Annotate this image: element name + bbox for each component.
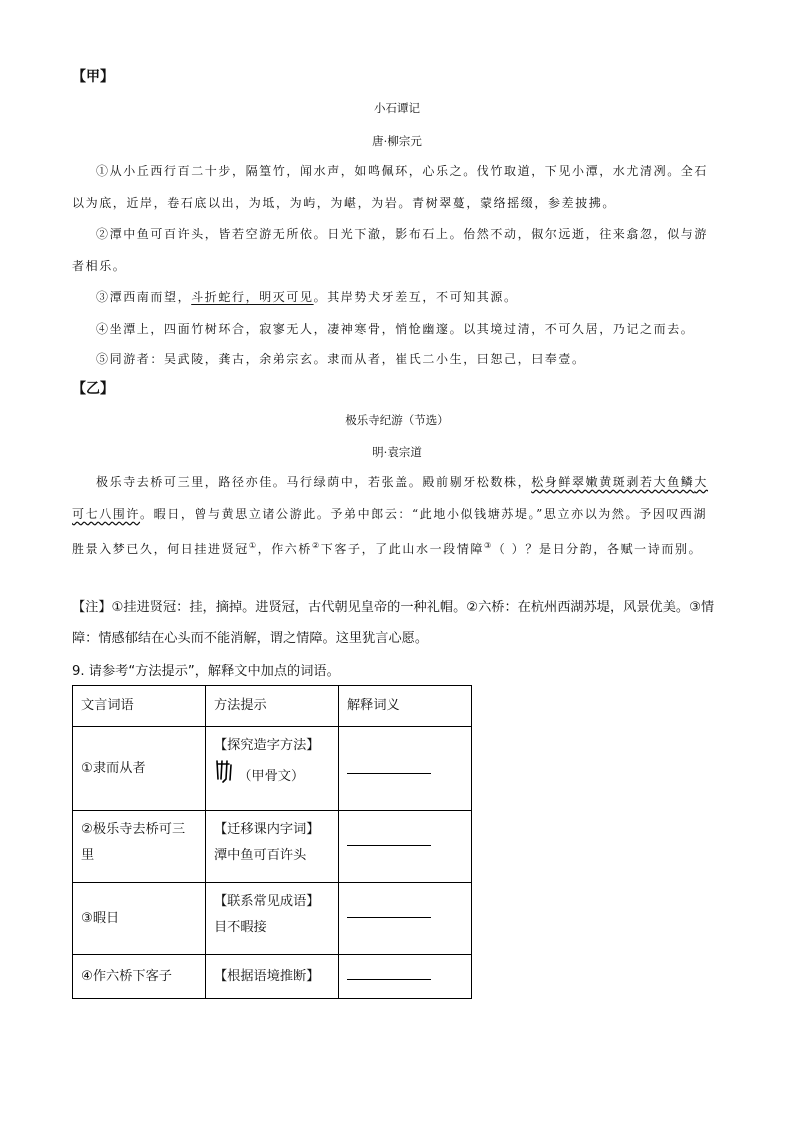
hint-cell: 【探究造字方法】 （甲骨文） [206,727,339,811]
underlined-phrase: 斗折蛇行，明灭可见 [191,290,314,304]
table-row [73,955,472,999]
hint-cell: 【联系常见成语】 目不暇接 [206,883,339,955]
wavy-underlined-phrase-cont: 大可七八围许 [72,475,709,521]
answer-cell [339,955,472,999]
word-cell: ④作六桥下客子 [73,955,206,999]
answer-cell [339,727,472,811]
word-cell: ①隶而从者 [73,727,206,811]
section-marker-jia: 【甲】 [72,69,114,85]
oracle-bone-glyph-icon [214,759,234,793]
footnote-ref-3: ③ [483,541,493,550]
answer-blank[interactable] [347,759,431,774]
footnote-ref-1: ① [248,541,258,550]
table-row [73,727,472,811]
paragraph-5: ⑤同游者：吴武陵，龚古，余弟宗玄。隶而从者，崔氏二小生，曰恕己，曰奉壹。 [96,352,586,366]
paragraph-yi: 极乐寺去桥可三里，路径亦佳。马行绿荫中，若张盖。殿前剔牙松数株，松身鲜翠嫩黄斑剥若大鱼鳞大可七八围许。暇日，曾与黄思立诸公游此。予弟中郎云：“此地小似钱塘苏堤。”思立亦以为然。予因叹西湖胜景入梦已久，何日挂进贤冠①，作六桥②下客子，了此山水一段情障③（ ）？是日分韵，各赋一诗而别。 [72,475,709,556]
answer-cell [339,811,472,883]
header-hint: 方法提示 [206,686,339,727]
hint-cell: 【迁移课内字词】 潭中鱼可百许头 [206,811,339,883]
paragraph-4: ④坐潭上，四面竹树环合，寂寥无人，凄神寒骨，悄怆幽邃。以其境过清，不可久居，乃记之而去。 [96,322,695,336]
wavy-underlined-phrase: 松身鲜翠嫩黄斑剥若大鱼鳞 [531,475,695,489]
answer-blank[interactable] [347,831,431,846]
question-9: 9. 请参考“方法提示”，解释文中加点的词语。 [72,664,340,679]
vocab-table [72,685,472,999]
header-word: 文言词语 [73,686,206,727]
table-row [73,811,472,883]
word-cell: ②极乐寺去桥可三里 [73,811,206,883]
footnote-ref-2: ② [312,541,321,550]
paragraph-3: ③潭西南而望，斗折蛇行，明灭可见。其岸势犬牙差互，不可知其源。 [96,290,518,304]
table-header-row [73,686,472,727]
table-row [73,883,472,955]
author-yuanzongdao: 明·袁宗道 [372,445,422,459]
answer-blank[interactable] [347,903,431,918]
hint-cell: 【根据语境推断】 [206,955,339,999]
title-xiaoshitanji: 小石谭记 [374,101,420,115]
word-cell: ③暇日 [73,883,206,955]
answer-blank[interactable] [347,965,431,980]
author-liuzongyuan: 唐·柳宗元 [372,134,422,148]
paragraph-2: ②潭中鱼可百许头，皆若空游无所依。日光下澈，影布石上。佁然不动，俶尔远逝，往来翕忽，似与游者相乐。 [72,227,709,273]
title-jilesijiyou: 极乐寺纪游（节选） [345,413,449,427]
paragraph-1: ①从小丘西行百二十步，隔篁竹，闻水声，如鸣佩环，心乐之。伐竹取道，下见小潭，水尤清冽。全石以为底，近岸，卷石底以出，为坻，为屿，为嵁，为岩。青树翠蔓，蒙络摇缀，参差披拂。 [72,164,709,210]
header-meaning: 解释词义 [339,686,472,727]
section-marker-yi: 【乙】 [72,381,114,397]
footnotes: 【注】①挂进贤冠：挂，摘掉。进贤冠，古代朝见皇帝的一种礼帽。②六桥：在杭州西湖苏堤，风景优美。③情障：情感郁结在心头而不能消解，谓之情障。这里犹言心愿。 [72,600,715,646]
answer-cell [339,883,472,955]
